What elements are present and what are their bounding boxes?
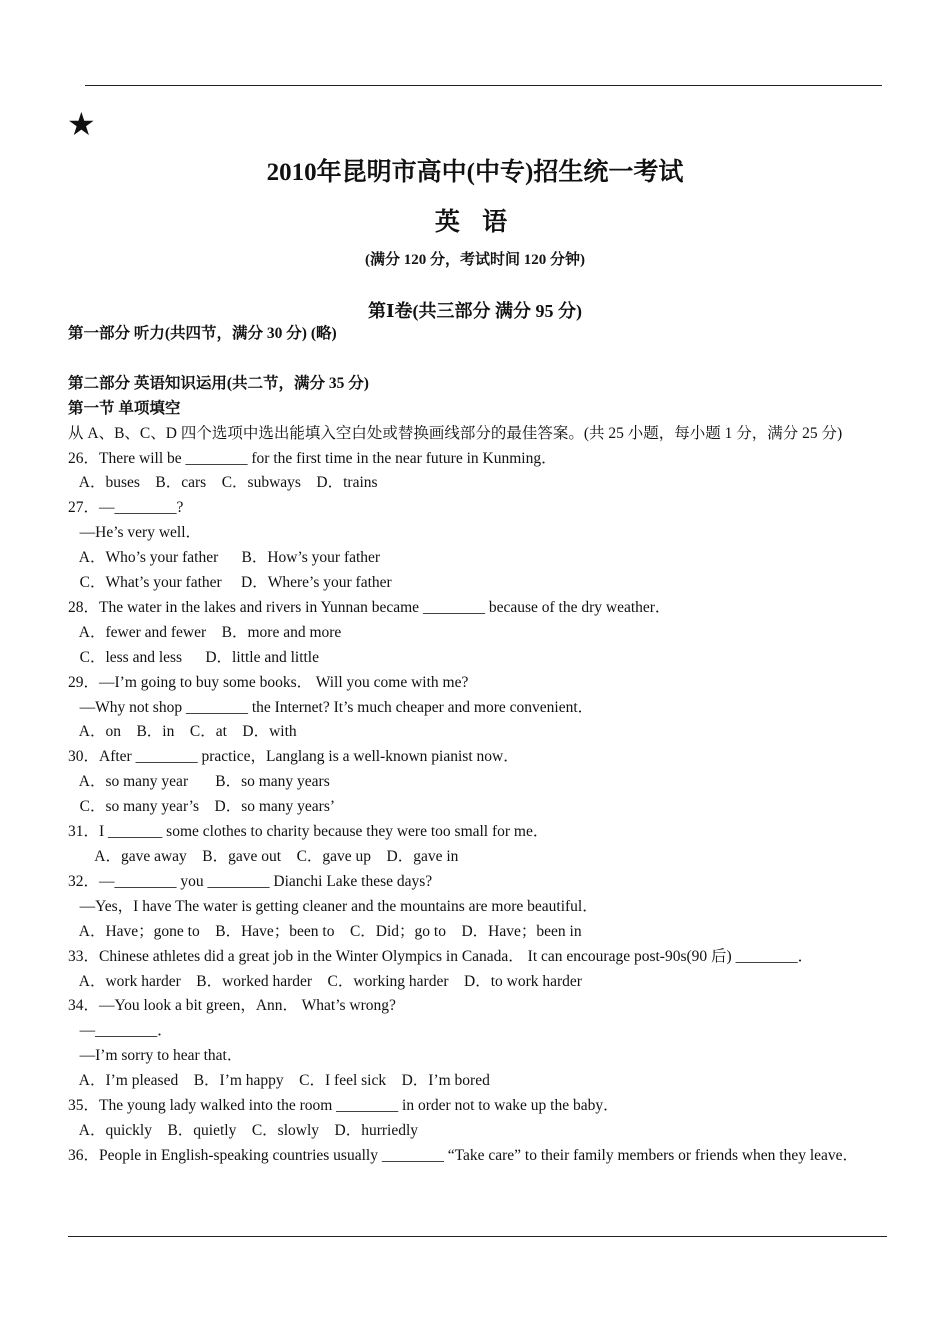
- spacer: [68, 347, 884, 372]
- exam-title: 2010年昆明市高中(中专)招生统一考试: [266, 159, 684, 186]
- text-line: 35．The young lady walked into the room ________ in order not to wake up the baby．: [68, 1097, 619, 1115]
- text-line: C．What’s your father D．Where’s your father: [68, 574, 392, 592]
- exam-subject: 英 语: [434, 209, 516, 236]
- section-heading: 第一节 单项填空: [68, 399, 181, 417]
- text-line: 36．People in English-speaking countries usually ________ “Take care” to their family members or friends when they leave．: [68, 1146, 859, 1164]
- text-line: C．less and less D．little and little: [68, 648, 319, 666]
- text-line: A．work harder B．worked harder C．working harder D．to work harder: [68, 972, 582, 990]
- text-line: A．Who’s your father B．How’s your father: [68, 549, 381, 567]
- text-line: A．Have；gone to B．Have；been to C．Did；go to D．Have；been in: [68, 922, 582, 940]
- text-line: 32．—________ you ________ Dianchi Lake these days?: [68, 872, 433, 890]
- bottom-rule: [68, 1236, 887, 1237]
- text-line: C．so many year’s D．so many years’: [68, 798, 336, 816]
- text-line: A．I’m pleased B．I’m happy C．I feel sick D．I’m bored: [68, 1072, 490, 1090]
- text-line: —He’s very well．: [68, 524, 202, 542]
- text-line: —I’m sorry to hear that．: [68, 1047, 243, 1065]
- text-line: —Why not shop ________ the Internet? It’s much cheaper and more convenient．: [68, 698, 594, 716]
- text-line: 从 A、B、C、D 四个选项中选出能填入空白处或替换画线部分的最佳答案。(共 25 小题，每小题 1 分，满分 25 分): [68, 424, 843, 442]
- text-line: 30．After ________ practice，Langlang is a well-known pianist now．: [68, 748, 519, 766]
- text-line: 28．The water in the lakes and rivers in Yunnan became ________ because of the dry weather．: [68, 598, 671, 616]
- text-line: 27．—________?: [68, 499, 184, 517]
- text-line: A．so many year B．so many years: [68, 773, 330, 791]
- text-line: 26．There will be ________ for the first time in the near future in Kunming．: [68, 449, 557, 467]
- volume-heading: 第Ⅰ卷(共三部分 满分 95 分): [368, 301, 582, 321]
- text-line: 29．—I’m going to buy some books． Will you come with me?: [68, 673, 469, 691]
- text-line: —________．: [68, 1022, 173, 1040]
- top-rule: [85, 85, 882, 86]
- question-content: [68, 322, 884, 1169]
- text-line: 34．—You look a bit green，Ann． What’s wrong?: [68, 997, 396, 1015]
- text-line: 31．I _______ some clothes to charity because they were too small for me．: [68, 823, 549, 841]
- text-line: A．buses B．cars C．subways D．trains: [68, 474, 378, 492]
- text-line: A．fewer and fewer B．more and more: [68, 623, 342, 641]
- star-icon: ★: [67, 105, 96, 143]
- text-line: A．quickly B．quietly C．slowly D．hurriedly: [68, 1121, 419, 1139]
- section-heading: 第一部分 听力(共四节，满分 30 分) (略): [68, 325, 337, 342]
- text-line: —Yes，I have The water is getting cleaner and the mountains are more beautiful．: [68, 897, 598, 915]
- score-note: (满分 120 分，考试时间 120 分钟): [365, 252, 585, 268]
- text-line: A．gave away B．gave out C．gave up D．gave in: [68, 848, 459, 866]
- text-line: A．on B．in C．at D．with: [68, 723, 297, 741]
- text-line: 33．Chinese athletes did a great job in the Winter Olympics in Canada． It can encourage post-90s(90 后) ________．: [68, 947, 814, 965]
- section-heading: 第二部分 英语知识运用(共二节，满分 35 分): [68, 374, 369, 392]
